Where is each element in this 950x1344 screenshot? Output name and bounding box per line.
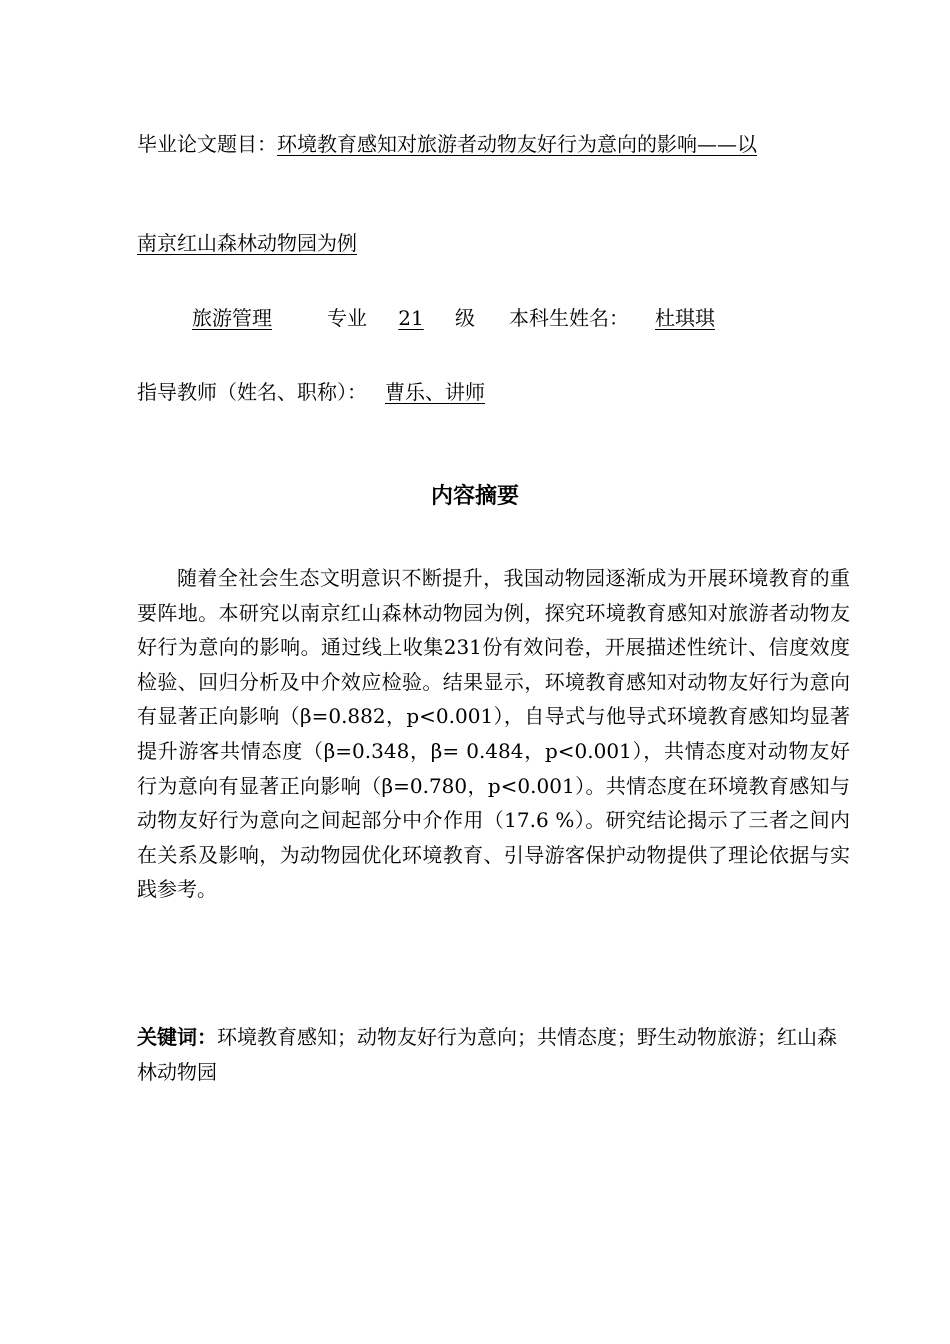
thesis-title-label: 毕业论文题目： bbox=[137, 132, 277, 156]
thesis-title-text-line1: 环境教育感知对旅游者动物友好行为意向的影响——以 bbox=[277, 132, 757, 156]
keywords-label: 关键词： bbox=[137, 1025, 217, 1049]
student-info-row bbox=[137, 305, 741, 331]
advisor-value: 曹乐、讲师 bbox=[385, 380, 485, 404]
student-name-label: 本科生姓名： bbox=[509, 306, 629, 330]
thesis-title-continuation bbox=[137, 230, 357, 256]
major-value: 旅游管理 bbox=[192, 306, 272, 330]
advisor-label: 指导教师（姓名、职称）： bbox=[137, 380, 367, 404]
grade-value: 21 bbox=[398, 306, 424, 330]
thesis-title-text-line2: 南京红山森林动物园为例 bbox=[137, 231, 357, 255]
advisor-row bbox=[137, 379, 503, 405]
keywords-text: 环境教育感知；动物友好行为意向；共情态度；野生动物旅游；红山森林动物园 bbox=[137, 1025, 837, 1084]
abstract-body: 随着全社会生态文明意识不断提升，我国动物园逐渐成为开展环境教育的重要阵地。本研究以南京红山森林动物园为例，探究环境教育感知对旅游者动物友好行为意向的影响。通过线上收集231份有效问卷，开展描述性统计、信度效度检验、回归分析及中介效应检验。结果显示，环境教育感知对动物友好行为意向有显著正向影响（β=0.882，p<0.001），自导式与他导式环境教育感知均显著提升游客共情态度（β=0.348，β= 0.484，p<0.001），共情态度对动物友好行为意向有显著正向影响（β=0.780，p<0.001）。共情态度在环境教育感知与动物友好行为意向之间起部分中介作用（17.6 %）。研究结论揭示了三者之间内在关系及影响，为动物园优化环境教育、引导游客保护动物提供了理论依据与实践参考。 bbox=[137, 566, 850, 902]
grade-label: 级 bbox=[455, 306, 475, 330]
major-label: 专业 bbox=[327, 306, 367, 330]
student-name-value: 杜琪琪 bbox=[655, 306, 715, 330]
keywords-paragraph bbox=[137, 1020, 850, 1089]
thesis-title-row bbox=[137, 131, 757, 157]
abstract-heading: 内容摘要 bbox=[430, 484, 519, 509]
